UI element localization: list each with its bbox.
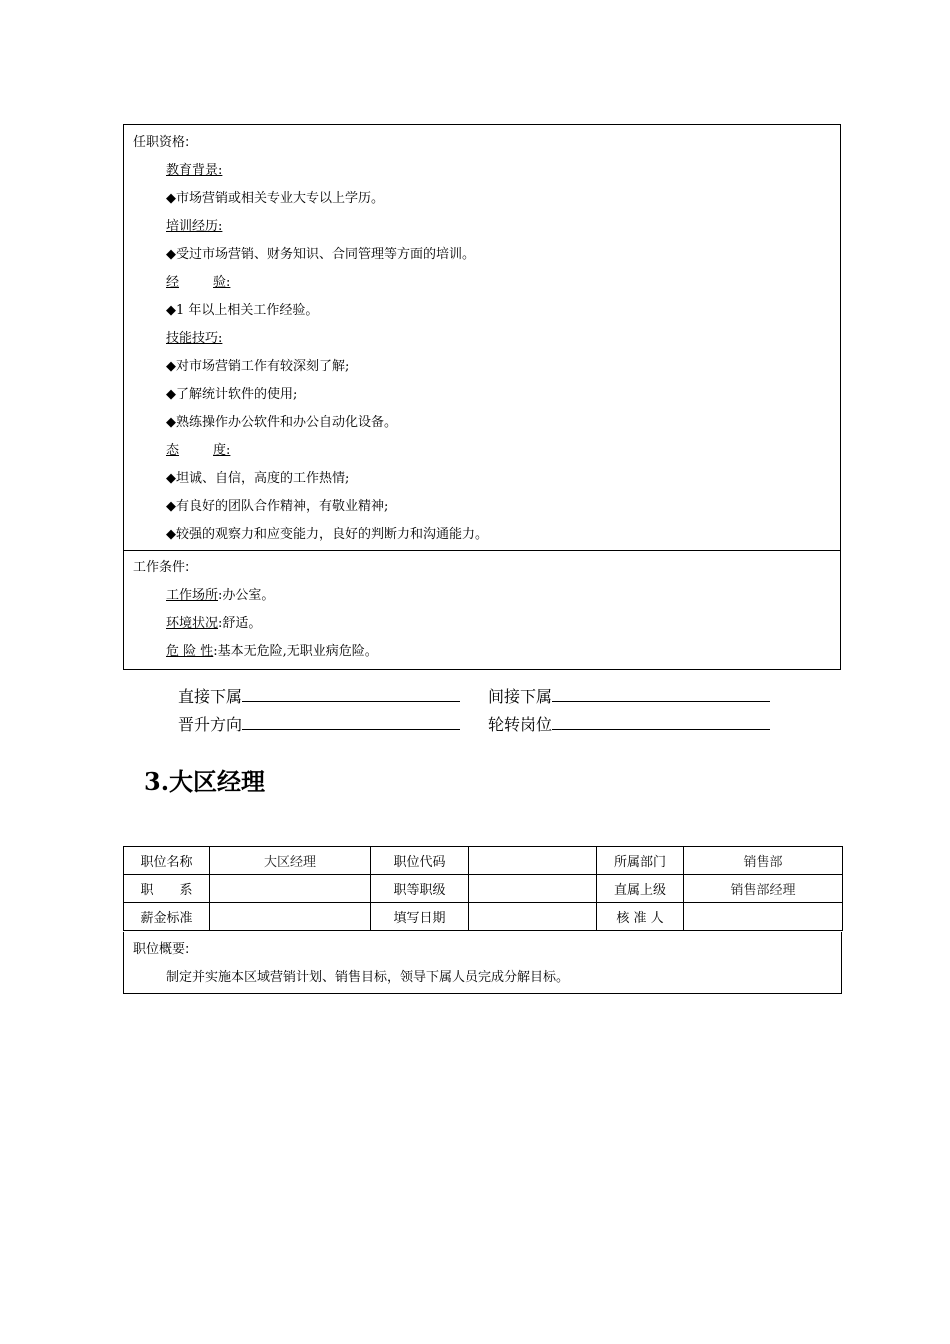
rotation-label: 轮转岗位 xyxy=(488,715,553,734)
table-cell: 所属部门 xyxy=(597,847,684,875)
danger-value: :基本无危险,无职业病危险。 xyxy=(213,644,378,659)
education-item: ◆市场营销或相关专业大专以上学历。 xyxy=(166,191,384,206)
training-label: 培训经历: xyxy=(166,219,223,234)
table-cell: 职位名称 xyxy=(124,847,210,875)
place-label: 工作场所 xyxy=(166,588,219,603)
table-cell: 销售部 xyxy=(684,847,843,875)
direct-subordinate-blank xyxy=(242,685,460,702)
summary-heading: 职位概要: xyxy=(133,942,190,957)
table-cell: 销售部经理 xyxy=(684,875,843,903)
skills-label: 技能技巧: xyxy=(166,331,223,346)
attitude-label xyxy=(166,443,230,459)
section-title: 3.大区经理 xyxy=(144,767,266,796)
table-cell: 填写日期 xyxy=(371,903,469,931)
indirect-subordinate-label: 间接下属 xyxy=(488,687,553,706)
table-cell xyxy=(469,903,597,931)
danger-label: 危 险 性 xyxy=(166,644,214,659)
table-row xyxy=(124,847,843,875)
qualifications-box xyxy=(123,124,841,670)
table-cell xyxy=(469,847,597,875)
conditions-heading: 工作条件: xyxy=(133,560,190,575)
table-cell: 职等职级 xyxy=(371,875,469,903)
education-label: 教育背景: xyxy=(166,163,223,178)
indirect-subordinate-blank xyxy=(552,685,770,702)
position-summary-box xyxy=(123,932,842,994)
environment-label: 环境状况 xyxy=(166,616,219,631)
experience-item: ◆1 年以上相关工作经验。 xyxy=(166,303,319,318)
attitude-item-1: ◆坦诚、自信，高度的工作热情; xyxy=(166,471,350,486)
environment-line xyxy=(166,616,261,632)
section-divider xyxy=(124,550,840,551)
table-cell xyxy=(210,903,371,931)
summary-text: 制定并实施本区域营销计划、销售目标，领导下属人员完成分解目标。 xyxy=(166,970,570,985)
training-item: ◆受过市场营销、财务知识、合同管理等方面的培训。 xyxy=(166,247,475,262)
attitude-item-3: ◆较强的观察力和应变能力，良好的判断力和沟通能力。 xyxy=(166,527,488,542)
rotation-row xyxy=(488,712,770,735)
promotion-row xyxy=(178,712,460,735)
position-info-table xyxy=(123,846,843,931)
table-cell: 薪金标准 xyxy=(124,903,210,931)
direct-subordinate-label: 直接下属 xyxy=(178,687,243,706)
skills-item-2: ◆了解统计软件的使用; xyxy=(166,387,298,402)
table-cell xyxy=(469,875,597,903)
attitude-label-a: 态 xyxy=(166,443,180,458)
qualifications-heading: 任职资格: xyxy=(133,135,190,150)
attitude-label-b: 度: xyxy=(213,443,231,458)
experience-label-a: 经 xyxy=(166,275,180,290)
skills-item-3: ◆熟练操作办公软件和办公自动化设备。 xyxy=(166,415,397,430)
table-row xyxy=(124,903,843,931)
experience-label-b: 验: xyxy=(213,275,231,290)
indirect-subordinate-row xyxy=(488,684,770,707)
place-value: :办公室。 xyxy=(218,588,275,603)
experience-label xyxy=(166,275,230,291)
table-row xyxy=(124,875,843,903)
table-cell: 核 准 人 xyxy=(597,903,684,931)
direct-subordinate-row xyxy=(178,684,460,707)
promotion-blank xyxy=(242,713,460,730)
table-cell: 大区经理 xyxy=(210,847,371,875)
table-cell: 职 系 xyxy=(124,875,210,903)
attitude-item-2: ◆有良好的团队合作精神，有敬业精神; xyxy=(166,499,389,514)
table-cell xyxy=(684,903,843,931)
place-line xyxy=(166,588,274,604)
table-cell xyxy=(210,875,371,903)
environment-value: :舒适。 xyxy=(218,616,262,631)
table-cell: 直属上级 xyxy=(597,875,684,903)
promotion-label: 晋升方向 xyxy=(178,715,243,734)
rotation-blank xyxy=(552,713,770,730)
table-cell: 职位代码 xyxy=(371,847,469,875)
skills-item-1: ◆对市场营销工作有较深刻了解; xyxy=(166,359,350,374)
danger-line xyxy=(166,644,378,660)
